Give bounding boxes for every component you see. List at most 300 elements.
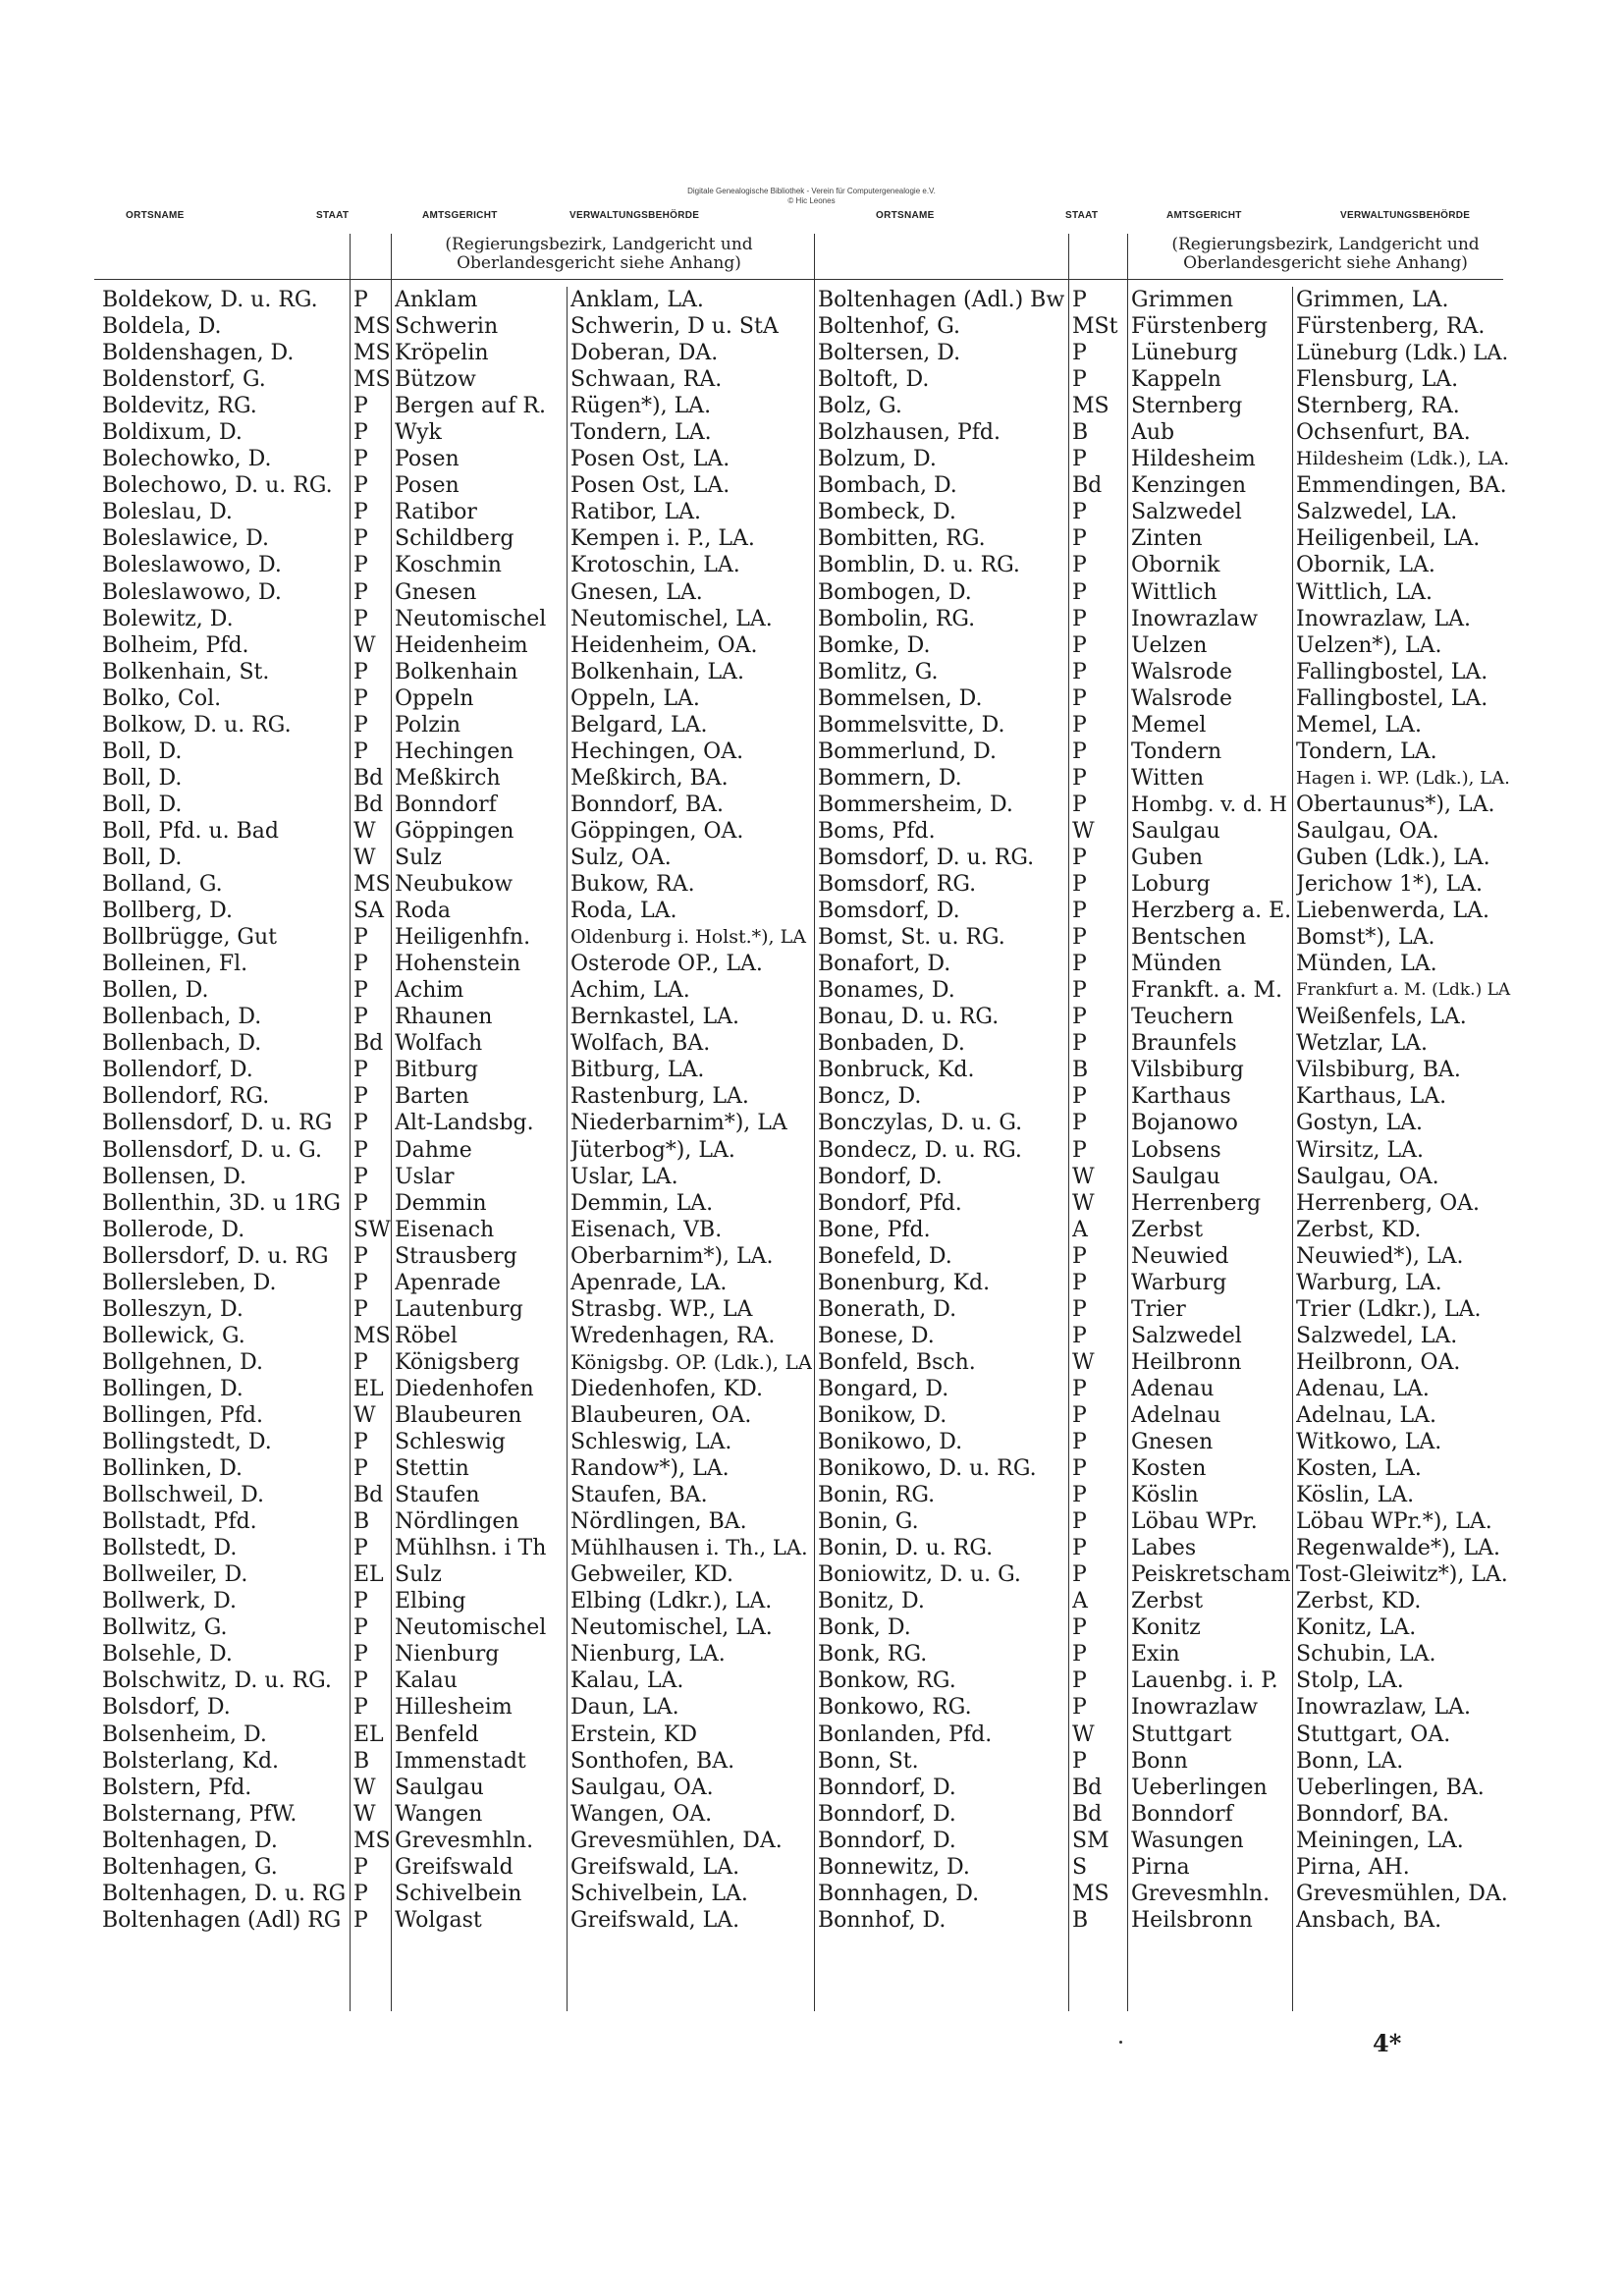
left-amtsgericht-cell: Koschmin — [395, 553, 502, 578]
left-verwaltung-cell: Nördlingen, BA. — [570, 1509, 747, 1535]
left-ortsname-cell: Bollgehnen, D. — [102, 1349, 263, 1375]
left-amtsgericht-cell: Nördlingen — [395, 1509, 519, 1535]
right-verwaltung-cell: Meiningen, LA. — [1296, 1828, 1464, 1853]
left-staat-cell: P — [353, 473, 368, 499]
table-row — [0, 1482, 1623, 1508]
table-row — [0, 499, 1623, 525]
header-staat-left: STAAT — [316, 210, 350, 221]
right-verwaltung-cell: Karthaus, LA. — [1296, 1084, 1447, 1110]
right-ortsname-cell: Boltenhof, G. — [818, 314, 961, 340]
left-amtsgericht-cell: Kröpelin — [395, 341, 489, 366]
left-ortsname-cell: Bolsdorf, D. — [102, 1695, 231, 1721]
left-amtsgericht-cell: Bützow — [395, 367, 476, 393]
left-ortsname-cell: Bolkenhain, St. — [102, 659, 270, 684]
left-ortsname-cell: Bolland, G. — [102, 872, 223, 898]
right-amtsgericht-cell: Inowrazlaw — [1131, 606, 1259, 631]
left-ortsname-cell: Bollingen, D. — [102, 1376, 243, 1401]
right-verwaltung-cell: Vilsbiburg, BA. — [1296, 1058, 1461, 1083]
left-verwaltung-cell: Bonndorf, BA. — [570, 792, 724, 817]
left-verwaltung-cell: Bitburg, LA. — [570, 1058, 705, 1083]
left-verwaltung-cell: Grevesmühlen, DA. — [570, 1828, 783, 1853]
left-ortsname-cell: Boldevitz, RG. — [102, 394, 257, 419]
left-amtsgericht-cell: Bergen auf R. — [395, 394, 546, 419]
left-verwaltung-cell: Niederbarnim*), LA — [570, 1111, 787, 1136]
left-ortsname-cell: Bollingen, Pfd. — [102, 1402, 263, 1428]
right-amtsgericht-cell: Kosten — [1131, 1456, 1207, 1482]
right-ortsname-cell: Bomsdorf, D. — [818, 899, 960, 924]
right-verwaltung-cell: Köslin, LA. — [1296, 1483, 1415, 1508]
right-amtsgericht-cell: Hildesheim — [1131, 447, 1256, 472]
right-staat-cell: S — [1072, 1854, 1088, 1880]
table-row — [0, 1748, 1623, 1775]
left-staat-cell: P — [353, 447, 368, 472]
table-row — [0, 1164, 1623, 1190]
right-verwaltung-cell: Adelnau, LA. — [1296, 1402, 1436, 1428]
left-ortsname-cell: Boleslau, D. — [102, 500, 233, 525]
left-staat-cell: P — [353, 1642, 368, 1667]
right-amtsgericht-cell: Zerbst — [1131, 1589, 1204, 1614]
left-staat-cell: P — [353, 952, 368, 977]
left-staat-cell: W — [353, 845, 376, 870]
page-number: 4* — [1373, 2029, 1402, 2057]
right-verwaltung-cell: Pirna, AH. — [1296, 1854, 1410, 1880]
right-ortsname-cell: Bonk, RG. — [818, 1642, 928, 1667]
left-staat-cell: EL — [353, 1562, 384, 1588]
left-amtsgericht-cell: Schildberg — [395, 526, 514, 552]
left-ortsname-cell: Boll, D. — [102, 738, 183, 764]
header-staat-right: STAAT — [1065, 210, 1099, 221]
left-verwaltung-cell: Randow*), LA. — [570, 1456, 730, 1482]
right-amtsgericht-cell: Witten — [1131, 765, 1205, 791]
table-row — [0, 1323, 1623, 1349]
right-amtsgericht-cell: Kappeln — [1131, 367, 1221, 393]
table-row — [0, 871, 1623, 898]
table-row — [0, 659, 1623, 685]
left-staat-cell: P — [353, 1164, 368, 1189]
left-amtsgericht-cell: Oppeln — [395, 685, 474, 711]
header-verwaltung-left: VERWALTUNGSBEHÖRDE — [569, 210, 700, 221]
left-amtsgericht-cell: Dahme — [395, 1137, 472, 1163]
right-staat-cell: P — [1072, 712, 1087, 738]
right-amtsgericht-cell: Köslin — [1131, 1483, 1199, 1508]
right-staat-cell: P — [1072, 738, 1087, 764]
right-amtsgericht-cell: Adelnau — [1131, 1402, 1221, 1428]
right-ortsname-cell: Bonames, D. — [818, 978, 955, 1004]
right-ortsname-cell: Bonikowo, D. u. RG. — [818, 1456, 1037, 1482]
left-staat-cell: Bd — [353, 1031, 384, 1057]
right-staat-cell: Bd — [1072, 1775, 1103, 1800]
table-row — [0, 1722, 1623, 1748]
right-ortsname-cell: Bonbruck, Kd. — [818, 1058, 975, 1083]
left-amtsgericht-cell: Elbing — [395, 1589, 466, 1614]
right-amtsgericht-cell: Warburg — [1131, 1270, 1227, 1295]
left-verwaltung-cell: Gnesen, LA. — [570, 579, 703, 605]
right-amtsgericht-cell: Teuchern — [1131, 1005, 1234, 1030]
right-staat-cell: P — [1072, 1509, 1087, 1535]
left-verwaltung-cell: Gebweiler, KD. — [570, 1562, 733, 1588]
right-ortsname-cell: Bonfeld, Bsch. — [818, 1349, 976, 1375]
table-row — [0, 525, 1623, 552]
right-staat-cell: SM — [1072, 1828, 1109, 1853]
table-row — [0, 1694, 1623, 1721]
right-amtsgericht-cell: Kenzingen — [1131, 473, 1247, 499]
right-ortsname-cell: Bomlitz, G. — [818, 659, 939, 684]
right-ortsname-cell: Bonndorf, D. — [818, 1775, 956, 1800]
left-staat-cell: B — [353, 1748, 370, 1774]
header-amtsgericht-right: AMTSGERICHT — [1166, 210, 1242, 221]
left-ortsname-cell: Boll, D. — [102, 845, 183, 870]
right-staat-cell: P — [1072, 899, 1087, 924]
right-staat-cell: P — [1072, 1402, 1087, 1428]
right-verwaltung-cell: Tost-Gleiwitz*), LA. — [1296, 1562, 1508, 1588]
right-amtsgericht-cell: Fürstenberg — [1131, 314, 1268, 340]
right-verwaltung-cell: Löbau WPr.*), LA. — [1296, 1509, 1492, 1535]
table-row — [0, 1057, 1623, 1083]
header-amtsgericht-left: AMTSGERICHT — [422, 210, 498, 221]
left-staat-cell: P — [353, 500, 368, 525]
left-amtsgericht-cell: Bolkenhain — [395, 659, 518, 684]
left-verwaltung-cell: Apenrade, LA. — [570, 1270, 728, 1295]
left-ortsname-cell: Bollensdorf, D. u. G. — [102, 1137, 322, 1163]
left-ortsname-cell: Bollen, D. — [102, 978, 209, 1004]
left-verwaltung-cell: Jüterbog*), LA. — [570, 1137, 735, 1163]
left-staat-cell: P — [353, 420, 368, 446]
table-row — [0, 579, 1623, 606]
table-row — [0, 1801, 1623, 1828]
right-staat-cell: B — [1072, 420, 1089, 446]
left-verwaltung-cell: Anklam, LA. — [570, 288, 704, 312]
left-verwaltung-cell: Bernkastel, LA. — [570, 1005, 739, 1030]
right-ortsname-cell: Bonkowo, RG. — [818, 1695, 972, 1721]
right-verwaltung-cell: Emmendingen, BA. — [1296, 473, 1507, 499]
left-amtsgericht-cell: Kalau — [395, 1668, 458, 1694]
left-staat-cell: P — [353, 978, 368, 1004]
left-verwaltung-cell: Staufen, BA. — [570, 1483, 708, 1508]
right-ortsname-cell: Bonn, St. — [818, 1748, 919, 1774]
right-verwaltung-cell: Tondern, LA. — [1296, 738, 1437, 764]
left-staat-cell: MS — [353, 1828, 391, 1853]
right-ortsname-cell: Bombitten, RG. — [818, 526, 986, 552]
left-staat-cell: P — [353, 394, 368, 419]
left-amtsgericht-cell: Ratibor — [395, 500, 477, 525]
left-amtsgericht-cell: Alt-Landsbg. — [395, 1111, 534, 1136]
right-verwaltung-cell: Guben (Ldk.), LA. — [1296, 845, 1490, 870]
right-verwaltung-cell: Liebenwerda, LA. — [1296, 899, 1489, 924]
left-verwaltung-cell: Oppeln, LA. — [570, 685, 700, 711]
left-amtsgericht-cell: Rhaunen — [395, 1005, 493, 1030]
left-amtsgericht-cell: Immenstadt — [395, 1748, 526, 1774]
left-ortsname-cell: Bollenthin, 3D. u 1RG — [102, 1190, 342, 1216]
right-ortsname-cell: Bomblin, D. u. RG. — [818, 553, 1020, 578]
subheader-right-line-2: Oberlandesgericht siehe Anhang) — [1183, 253, 1468, 273]
left-amtsgericht-cell: Apenrade — [395, 1270, 501, 1295]
subheader-right — [1129, 236, 1522, 273]
left-verwaltung-cell: Belgard, LA. — [570, 712, 708, 738]
left-amtsgericht-cell: Wolfach — [395, 1031, 483, 1057]
right-amtsgericht-cell: Karthaus — [1131, 1084, 1231, 1110]
left-verwaltung-cell: Wolfach, BA. — [570, 1031, 711, 1057]
right-staat-cell: P — [1072, 685, 1087, 711]
right-verwaltung-cell: Salzwedel, LA. — [1296, 1323, 1458, 1348]
table-row — [0, 1455, 1623, 1482]
right-amtsgericht-cell: Stuttgart — [1131, 1722, 1232, 1747]
left-staat-cell: P — [353, 526, 368, 552]
right-staat-cell: W — [1072, 1190, 1095, 1216]
right-staat-cell: P — [1072, 1456, 1087, 1482]
left-ortsname-cell: Bollstedt, D. — [102, 1536, 238, 1561]
left-verwaltung-cell: Rügen*), LA. — [570, 394, 712, 419]
right-verwaltung-cell: Heilbronn, OA. — [1296, 1349, 1461, 1375]
right-amtsgericht-cell: Zerbst — [1131, 1217, 1204, 1242]
left-amtsgericht-cell: Heiligenhfn. — [395, 925, 531, 951]
right-ortsname-cell: Bonnhof, D. — [818, 1907, 947, 1933]
left-verwaltung-cell: Blaubeuren, OA. — [570, 1402, 752, 1428]
gazetteer-table — [0, 287, 1623, 1934]
header-ortsname-left: ORTSNAME — [126, 210, 185, 221]
right-amtsgericht-cell: Lüneburg — [1131, 341, 1238, 366]
left-verwaltung-cell: Strasbg. WP., LA — [570, 1296, 753, 1322]
right-amtsgericht-cell: Bojanowo — [1131, 1111, 1238, 1136]
right-ortsname-cell: Boltoft, D. — [818, 367, 930, 393]
left-staat-cell: W — [353, 818, 376, 844]
right-verwaltung-cell: Hagen i. WP. (Ldk.), LA. — [1296, 767, 1510, 789]
right-staat-cell: P — [1072, 1562, 1087, 1588]
left-staat-cell: MS — [353, 314, 391, 340]
right-ortsname-cell: Bomke, D. — [818, 632, 931, 658]
left-staat-cell: P — [353, 1430, 368, 1455]
left-amtsgericht-cell: Stettin — [395, 1456, 469, 1482]
right-ortsname-cell: Bonese, D. — [818, 1323, 935, 1348]
left-amtsgericht-cell: Demmin — [395, 1190, 487, 1216]
right-verwaltung-cell: Münden, LA. — [1296, 952, 1437, 977]
left-ortsname-cell: Bollensdorf, D. u. RG — [102, 1111, 333, 1136]
right-ortsname-cell: Bonnewitz, D. — [818, 1854, 970, 1880]
right-verwaltung-cell: Stuttgart, OA. — [1296, 1722, 1451, 1747]
right-amtsgericht-cell: Saulgau — [1131, 1164, 1220, 1189]
table-row — [0, 552, 1623, 578]
right-staat-cell: P — [1072, 1270, 1087, 1295]
table-row — [0, 1376, 1623, 1402]
right-ortsname-cell: Bomst, St. u. RG. — [818, 925, 1005, 951]
right-ortsname-cell: Bonikowo, D. — [818, 1430, 963, 1455]
right-staat-cell: P — [1072, 1483, 1087, 1508]
right-verwaltung-cell: Stolp, LA. — [1296, 1668, 1404, 1694]
right-staat-cell: A — [1072, 1589, 1088, 1614]
left-amtsgericht-cell: Wyk — [395, 420, 442, 446]
left-staat-cell: EL — [353, 1722, 384, 1747]
right-amtsgericht-cell: Salzwedel — [1131, 1323, 1242, 1348]
left-amtsgericht-cell: Schleswig — [395, 1430, 506, 1455]
left-staat-cell: P — [353, 1058, 368, 1083]
left-ortsname-cell: Bollersdorf, D. u. RG — [102, 1243, 329, 1269]
right-ortsname-cell: Bondorf, Pfd. — [818, 1190, 962, 1216]
left-verwaltung-cell: Heidenheim, OA. — [570, 632, 758, 658]
right-staat-cell: P — [1072, 978, 1087, 1004]
right-staat-cell: P — [1072, 1243, 1087, 1269]
left-staat-cell: W — [353, 1801, 376, 1827]
table-row — [0, 1217, 1623, 1243]
right-ortsname-cell: Bommersheim, D. — [818, 792, 1013, 817]
left-verwaltung-cell: Oldenburg i. Holst.*), LA — [570, 926, 806, 949]
right-ortsname-cell: Bongard, D. — [818, 1376, 949, 1401]
left-verwaltung-cell: Königsbg. OP. (Ldk.), LA — [570, 1349, 812, 1374]
right-ortsname-cell: Bonlanden, Pfd. — [818, 1722, 993, 1747]
left-ortsname-cell: Bollwitz, G. — [102, 1615, 228, 1641]
left-staat-cell: P — [353, 738, 368, 764]
left-amtsgericht-cell: Neubukow — [395, 872, 514, 898]
left-amtsgericht-cell: Saulgau — [395, 1775, 484, 1800]
right-ortsname-cell: Bonin, G. — [818, 1509, 919, 1535]
right-staat-cell: P — [1072, 500, 1087, 525]
right-verwaltung-cell: Uelzen*), LA. — [1296, 632, 1442, 658]
right-amtsgericht-cell: Uelzen — [1131, 632, 1208, 658]
right-verwaltung-cell: Neuwied*), LA. — [1296, 1243, 1464, 1269]
right-ortsname-cell: Bone, Pfd. — [818, 1217, 931, 1242]
right-verwaltung-cell: Trier (Ldkr.), LA. — [1296, 1296, 1482, 1322]
right-staat-cell: MSt — [1072, 314, 1118, 340]
left-amtsgericht-cell: Sulz — [395, 845, 442, 870]
left-ortsname-cell: Bollbrügge, Gut — [102, 925, 278, 951]
left-verwaltung-cell: Doberan, DA. — [570, 341, 719, 366]
left-amtsgericht-cell: Göppingen — [395, 818, 514, 844]
right-verwaltung-cell: Ansbach, BA. — [1296, 1907, 1442, 1933]
right-ortsname-cell: Bonafort, D. — [818, 952, 951, 977]
left-amtsgericht-cell: Heidenheim — [395, 632, 528, 658]
right-amtsgericht-cell: Pirna — [1131, 1854, 1190, 1880]
right-ortsname-cell: Bondorf, D. — [818, 1164, 943, 1189]
left-ortsname-cell: Bolechowko, D. — [102, 447, 272, 472]
right-staat-cell: P — [1072, 1430, 1087, 1455]
table-row — [0, 632, 1623, 659]
left-ortsname-cell: Boldenstorf, G. — [102, 367, 266, 393]
left-amtsgericht-cell: Staufen — [395, 1483, 480, 1508]
right-staat-cell: P — [1072, 579, 1087, 605]
right-ortsname-cell: Bonefeld, D. — [818, 1243, 952, 1269]
right-ortsname-cell: Bolz, G. — [818, 394, 902, 419]
right-amtsgericht-cell: Lauenbg. i. P. — [1131, 1668, 1278, 1694]
right-verwaltung-cell: Bonn, LA. — [1296, 1748, 1404, 1774]
left-staat-cell: P — [353, 579, 368, 605]
right-staat-cell: P — [1072, 872, 1087, 898]
right-staat-cell: P — [1072, 1296, 1087, 1322]
left-staat-cell: P — [353, 1243, 368, 1269]
left-staat-cell: P — [353, 1349, 368, 1375]
left-staat-cell: Bd — [353, 765, 384, 791]
left-ortsname-cell: Bollendorf, RG. — [102, 1084, 270, 1110]
right-verwaltung-cell: Warburg, LA. — [1296, 1270, 1442, 1295]
right-verwaltung-cell: Flensburg, LA. — [1296, 367, 1459, 393]
right-amtsgericht-cell: Wasungen — [1131, 1828, 1244, 1853]
right-ortsname-cell: Bonerath, D. — [818, 1296, 957, 1322]
left-staat-cell: P — [353, 1695, 368, 1721]
right-verwaltung-cell: Jerichow 1*), LA. — [1296, 872, 1484, 898]
right-staat-cell: P — [1072, 553, 1087, 578]
left-amtsgericht-cell: Roda — [395, 899, 452, 924]
left-amtsgericht-cell: Wangen — [395, 1801, 483, 1827]
left-ortsname-cell: Boll, D. — [102, 792, 183, 817]
left-ortsname-cell: Boll, Pfd. u. Bad — [102, 818, 280, 844]
left-staat-cell: P — [353, 1854, 368, 1880]
left-staat-cell: P — [353, 1005, 368, 1030]
table-row — [0, 393, 1623, 419]
right-verwaltung-cell: Ueberlingen, BA. — [1296, 1775, 1485, 1800]
right-amtsgericht-cell: Labes — [1131, 1536, 1197, 1561]
table-row — [0, 1137, 1623, 1164]
left-amtsgericht-cell: Uslar — [395, 1164, 455, 1189]
left-ortsname-cell: Bollewick, G. — [102, 1323, 245, 1348]
left-amtsgericht-cell: Bitburg — [395, 1058, 478, 1083]
right-staat-cell: MS — [1072, 1881, 1109, 1906]
table-row — [0, 951, 1623, 977]
right-verwaltung-cell: Hildesheim (Ldk.), LA. — [1296, 448, 1510, 470]
right-amtsgericht-cell: Münden — [1131, 952, 1222, 977]
right-amtsgericht-cell: Memel — [1131, 712, 1207, 738]
right-verwaltung-cell: Witkowo, LA. — [1296, 1430, 1442, 1455]
right-verwaltung-cell: Ochsenfurt, BA. — [1296, 420, 1471, 446]
right-amtsgericht-cell: Exin — [1131, 1642, 1180, 1667]
left-amtsgericht-cell: Posen — [395, 473, 460, 499]
table-row — [0, 340, 1623, 366]
left-ortsname-cell: Bolleinen, Fl. — [102, 952, 248, 977]
watermark-line-2: © Hic Leones — [787, 196, 836, 205]
right-verwaltung-cell: Bonndorf, BA. — [1296, 1801, 1449, 1827]
right-staat-cell: MS — [1072, 394, 1109, 419]
right-verwaltung-cell: Herrenberg, OA. — [1296, 1190, 1481, 1216]
right-verwaltung-cell: Bomst*), LA. — [1296, 925, 1435, 951]
left-verwaltung-cell: Osterode OP., LA. — [570, 952, 763, 977]
right-ortsname-cell: Bonnhagen, D. — [818, 1881, 980, 1906]
left-ortsname-cell: Boldela, D. — [102, 314, 222, 340]
left-ortsname-cell: Bollenbach, D. — [102, 1005, 262, 1030]
left-verwaltung-cell: Kempen i. P., LA. — [570, 526, 755, 552]
right-amtsgericht-cell: Obornik — [1131, 553, 1220, 578]
left-verwaltung-cell: Daun, LA. — [570, 1695, 679, 1721]
right-amtsgericht-cell: Bentschen — [1131, 925, 1247, 951]
stray-dot — [1119, 2041, 1122, 2044]
right-ortsname-cell: Bondecz, D. u. RG. — [818, 1137, 1022, 1163]
right-verwaltung-cell: Heiligenbeil, LA. — [1296, 526, 1481, 552]
right-amtsgericht-cell: Walsrode — [1131, 685, 1233, 711]
left-staat-cell: P — [353, 685, 368, 711]
right-amtsgericht-cell: Grevesmhln. — [1131, 1881, 1271, 1906]
table-row — [0, 845, 1623, 871]
right-staat-cell: A — [1072, 1217, 1088, 1242]
left-ortsname-cell: Bollerode, D. — [102, 1217, 245, 1242]
left-verwaltung-cell: Schivelbein, LA. — [570, 1881, 748, 1906]
left-staat-cell: W — [353, 632, 376, 658]
left-staat-cell: P — [353, 1907, 368, 1933]
header-ortsname-right: ORTSNAME — [876, 210, 935, 221]
table-row — [0, 446, 1623, 472]
right-staat-cell: P — [1072, 1748, 1087, 1774]
right-verwaltung-cell: Salzwedel, LA. — [1296, 500, 1458, 525]
watermark-line-1: Digitale Genealogische Bibliothek - Verein für Computergenealogie e.V. — [687, 187, 936, 195]
right-verwaltung-cell: Kosten, LA. — [1296, 1456, 1422, 1482]
left-amtsgericht-cell: Lautenburg — [395, 1296, 523, 1322]
left-staat-cell: P — [353, 1615, 368, 1641]
right-verwaltung-cell: Inowrazlaw, LA. — [1296, 606, 1472, 631]
left-amtsgericht-cell: Hillesheim — [395, 1695, 513, 1721]
right-verwaltung-cell: Wittlich, LA. — [1296, 579, 1433, 605]
right-ortsname-cell: Bommerlund, D. — [818, 738, 997, 764]
right-ortsname-cell: Bomsdorf, D. u. RG. — [818, 845, 1035, 870]
right-verwaltung-cell: Frankfurt a. M. (Ldk.) LA — [1296, 980, 1511, 1001]
left-ortsname-cell: Boltenhagen, D. u. RG — [102, 1881, 347, 1906]
right-amtsgericht-cell: Frankft. a. M. — [1131, 978, 1282, 1004]
right-staat-cell: P — [1072, 925, 1087, 951]
right-ortsname-cell: Bombolin, RG. — [818, 606, 976, 631]
subheader-right-line-1: (Regierungsbezirk, Landgericht und — [1171, 235, 1480, 254]
